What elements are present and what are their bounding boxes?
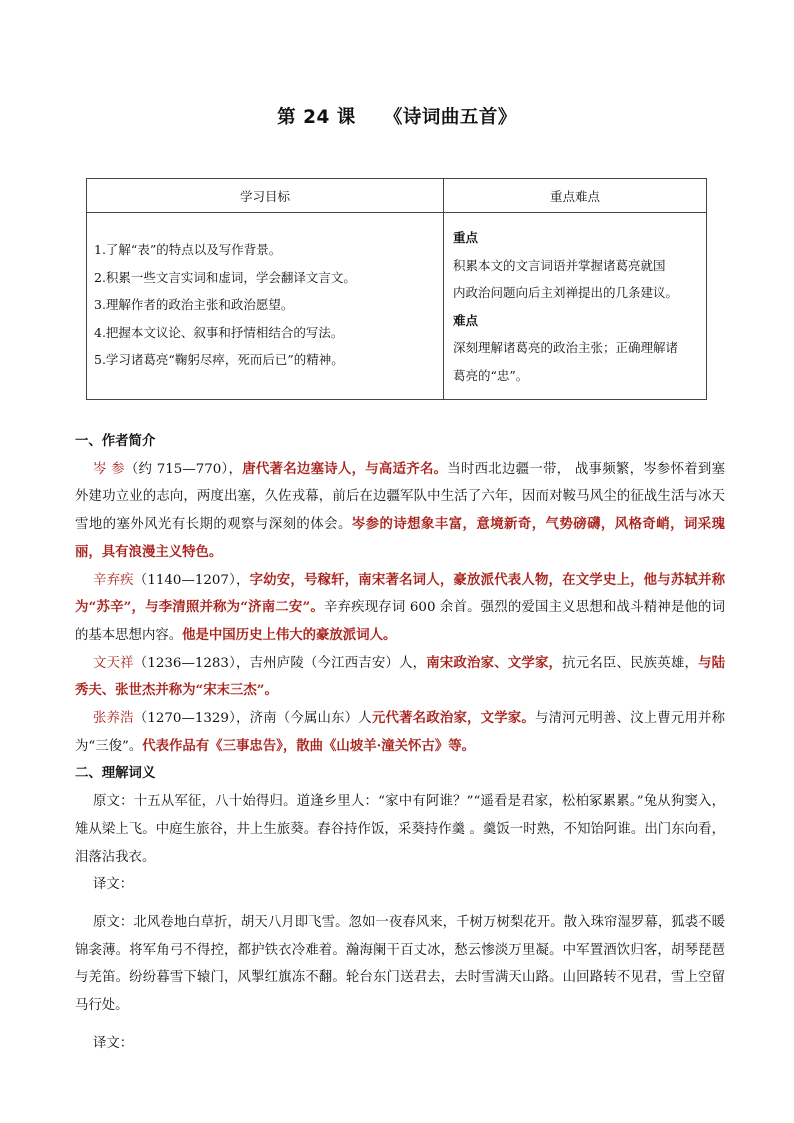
section-heading-author: 一、作者简介	[75, 434, 156, 449]
key-line: 积累本文的文言词语并掌握诸葛亮就国	[453, 257, 666, 273]
difficulty-line: 深刻理解诸葛亮的政治主张；正确理解诸	[453, 340, 679, 355]
author-name: 辛弃疾	[93, 572, 134, 588]
page-title	[0, 103, 794, 129]
author-zhang-yanghao	[75, 705, 725, 760]
goal-item: 5.学习诸葛亮“鞠躬尽瘁，死而后已”的精神。	[94, 352, 344, 367]
author-text: （约 715—770），	[124, 461, 243, 477]
difficulty-label: 难点	[453, 312, 479, 328]
goal-item: 3.理解作者的政治主张和政治愿望。	[94, 297, 294, 312]
author-highlight: 与陆秀夫、张世杰并称为“宋末三杰”。	[75, 654, 726, 699]
author-text: 抗元名臣、民族英雄，	[562, 655, 699, 671]
translation-label-1: 译文：	[93, 877, 134, 893]
key-label: 重点	[453, 230, 479, 245]
author-highlight: 南宋政治家、文学家，	[426, 654, 563, 671]
original-text-2: 原文：北风卷地白草折，胡天八月即飞雪。忽如一夜春风来，千树万树梨花开。散入珠帘湿罗幕，狐裘不暖锦衾薄。将军角弓不得控，都护铁衣冷难着。瀚海阑干百丈冰，愁云惨淡万里凝。中军置酒饮归客，胡琴琵琶与羌笛。纷纷暮雪下辕门，风掣红旗冻不翻。轮台东门送君去，去时雪满天山路。山回路转不见君，雪上空留马行处。	[75, 914, 725, 1014]
goals-cell	[87, 213, 444, 400]
author-highlight: 岑参的诗想象丰富，意境新奇，气势磅礴，风格奇峭，词采瑰丽，具有浪漫主义特色。	[75, 516, 726, 560]
key-line: 内政治问题向后主刘禅提出的几条建议。	[453, 285, 679, 300]
author-text: 当时西北边疆一带， 战事频繁，岑参怀着到塞外建功立业的志向，两度出塞，久佐戎幕，前后在边疆军队中生活了六年，因而对鞍马风尘的征战生活与冰天雪地的塞外风光有长期的观察与深刻的体会。	[75, 461, 725, 533]
goal-item: 1.了解“表”的特点以及写作背景。	[94, 242, 282, 257]
objectives-table	[86, 178, 707, 400]
goal-item: 2.积累一些文言实词和虚词，学会翻译文言文。	[94, 269, 356, 285]
goal-item: 4.把握本文议论、叙事和抒情相结合的写法。	[94, 324, 344, 340]
author-highlight: 字幼安，号稼轩，南宋著名词人，豪放派代表人物，在文学史上，他与苏轼并称为“苏辛”，与李清照并称为“济南二安”。	[75, 571, 726, 616]
author-highlight: 他是中国历史上伟大的豪放派词人。	[182, 626, 397, 643]
author-highlight: 代表作品有《三事忠告》，散曲《山坡羊·潼关怀古》等。	[142, 737, 475, 754]
section-heading-vocab: 二、理解词义	[75, 766, 156, 782]
author-cen-shen	[75, 456, 725, 567]
author-text: （1236—1283），吉州庐陵（今江西吉安）人，	[133, 655, 427, 671]
header-learning-goals: 学习目标	[87, 179, 444, 213]
translation-label-2: 译文：	[93, 1035, 134, 1051]
author-highlight: 元代著名政治家，文学家。	[371, 710, 535, 727]
author-text: （1140—1207），	[133, 572, 250, 588]
lesson-name: 《诗词曲五首》	[383, 107, 517, 128]
main-content	[75, 428, 725, 1057]
author-name: 岑 参	[93, 461, 125, 477]
author-name: 张养浩	[93, 711, 134, 727]
difficulty-line: 葛亮的“忠”。	[453, 367, 529, 383]
author-wen-tianxiang	[75, 650, 725, 705]
author-highlight: 唐代著名边塞诗人，与高适齐名。	[242, 460, 448, 477]
author-xin-qiji	[75, 567, 725, 650]
author-text: 与清河元明善、汶上曹元用并称为“三俊”。	[75, 711, 726, 754]
key-points-cell	[444, 213, 707, 400]
header-key-difficulties: 重点难点	[444, 179, 707, 213]
author-text: （1270—1329），济南（今属山东）人	[133, 711, 372, 727]
author-name: 文天祥	[93, 655, 134, 671]
lesson-number: 第 24 课	[277, 107, 356, 128]
original-text-1: 原文：十五从军征，八十始得归。道逢乡里人：“家中有阿谁？”“遥看是君家，松柏冢累累。”兔从狗窦入，雉从梁上飞。中庭生旅谷，井上生旅葵。舂谷持作饭，采葵持作羹 。羹饭一时熟，不知饴阿谁。出门东向看，泪落沾我衣。	[75, 794, 725, 865]
author-text: 辛弃疾现存词 600 余首。强烈的爱国主义思想和战斗精神是他的词的基本思想内容。	[75, 600, 726, 643]
